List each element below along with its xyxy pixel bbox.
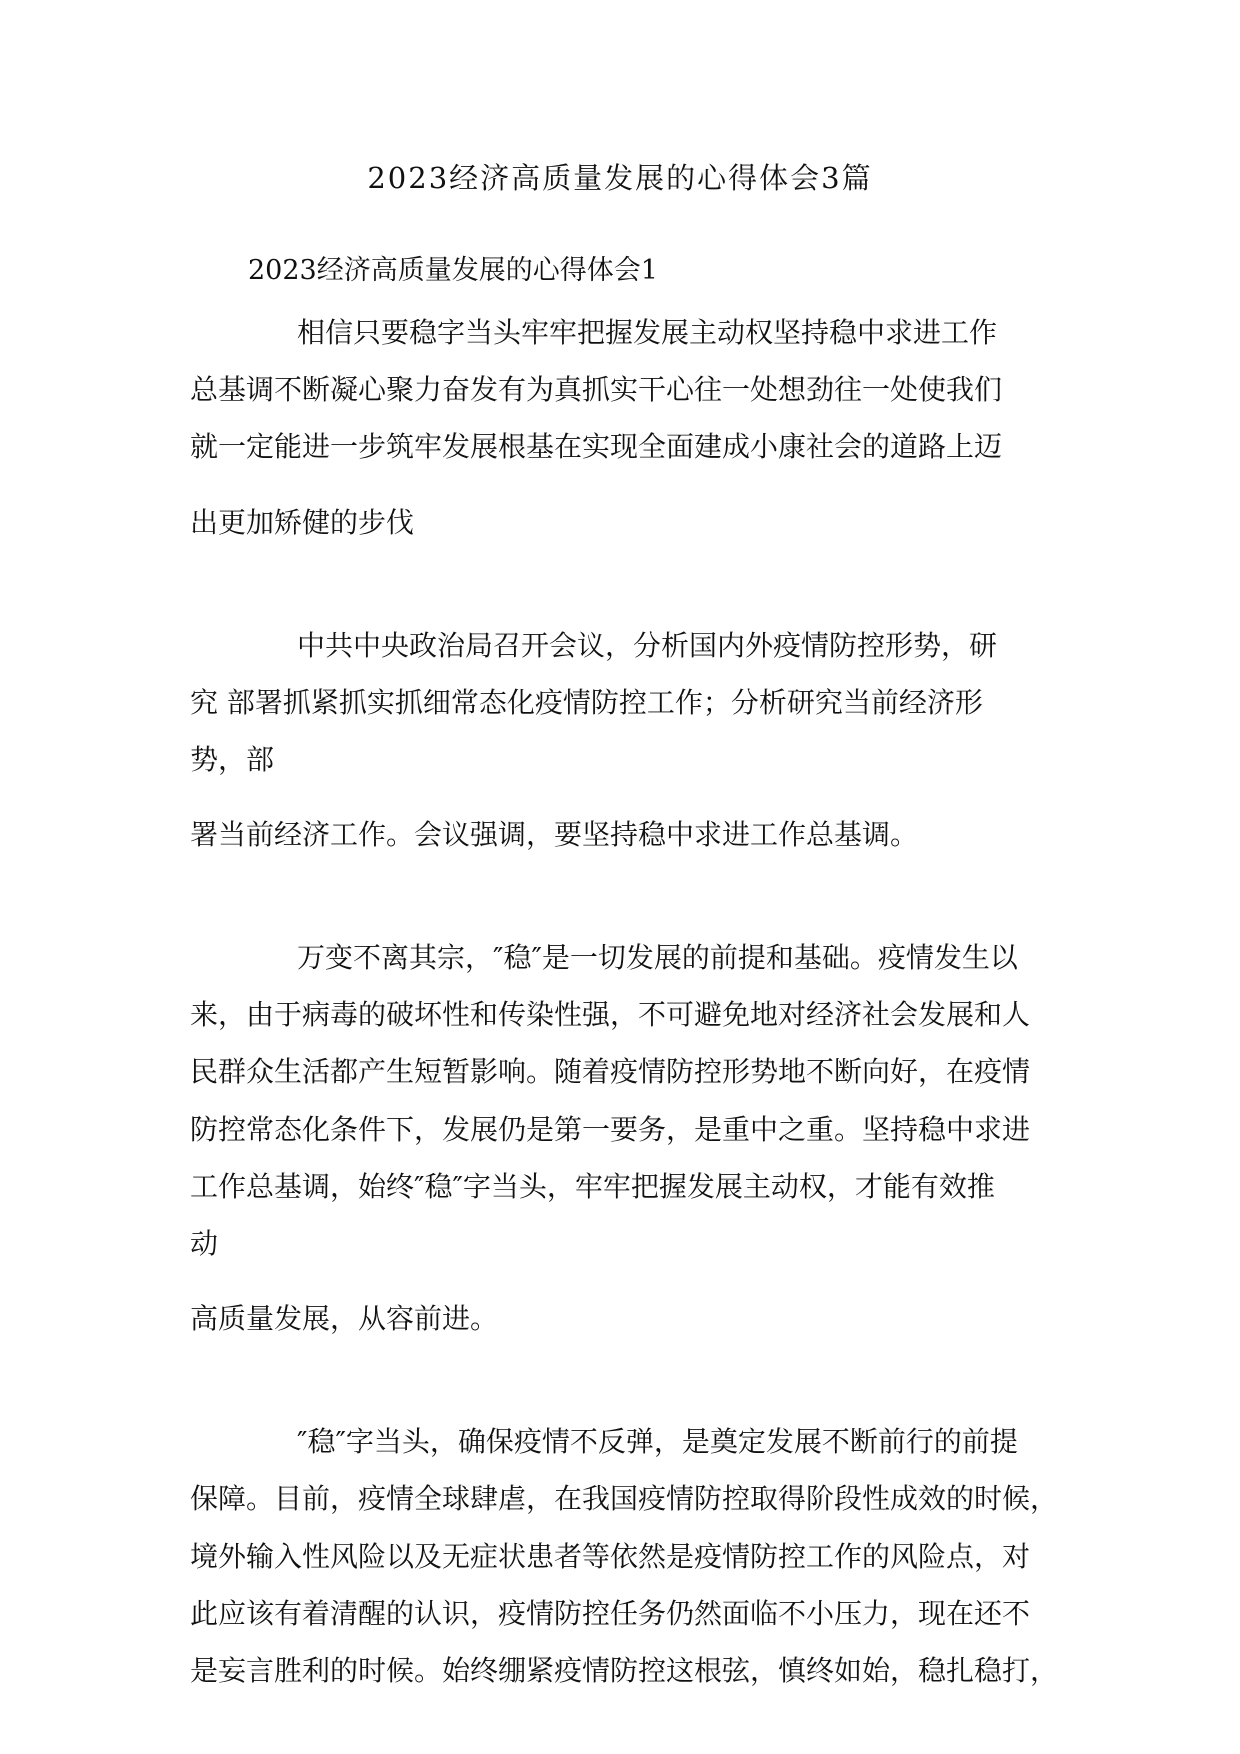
paragraph-line: 就一定能进一步筑牢发展根基在实现全面建成小康社会的道路上迈 [190, 430, 1003, 463]
paragraph-line: 万变不离其宗，″稳″是一切发展的前提和基础。疫情发生以 [297, 941, 1018, 974]
paragraph-line: 出更加矫健的步伐 [190, 506, 415, 539]
paragraph-line: 究 部署抓紧抓实抓细常态化疫情防控工作；分析研究当前经济形 [190, 686, 983, 719]
paragraph-line: 相信只要稳字当头牢牢把握发展主动权坚持稳中求进工作 [297, 316, 998, 349]
paragraph-line: 势，部 [190, 743, 275, 776]
paragraph-line: 保障。目前，疫情全球肆虐，在我国疫情防控取得阶段性成效的时候， [190, 1482, 1059, 1515]
section-heading: 2023经济高质量发展的心得体会1 [248, 255, 658, 286]
paragraph-line: 动 [190, 1227, 219, 1260]
paragraph-line: 此应该有着清醒的认识，疫情防控任务仍然面临不小压力，现在还不 [190, 1597, 1031, 1630]
paragraph-line: 署当前经济工作。会议强调，要坚持稳中求进工作总基调。 [190, 818, 919, 851]
paragraph-line: 高质量发展，从容前进。 [190, 1302, 499, 1335]
paragraph-line: 民群众生活都产生短暂影响。随着疫情防控形势地不断向好，在疫情 [190, 1055, 1031, 1088]
paragraph-line: ″稳″字当头，确保疫情不反弹，是奠定发展不断前行的前提 [297, 1425, 1018, 1458]
paragraph-line: 工作总基调，始终″稳″字当头，牢牢把握发展主动权，才能有效推 [190, 1170, 995, 1203]
paragraph-line: 境外输入性风险以及无症状患者等依然是疫情防控工作的风险点，对 [190, 1540, 1031, 1573]
paragraph-line: 来，由于病毒的破坏性和传染性强，不可避免地对经济社会发展和人 [190, 998, 1031, 1031]
paragraph-line: 是妄言胜利的时候。始终绷紧疫情防控这根弦，慎终如始，稳扎稳打， [190, 1654, 1059, 1687]
paragraph-line: 中共中央政治局召开会议，分析国内外疫情防控形势，研 [297, 629, 998, 662]
paragraph-line: 防控常态化条件下，发展仍是第一要务，是重中之重。坚持稳中求进 [190, 1113, 1031, 1146]
document-title: 2023经济高质量发展的心得体会3篇 [367, 161, 873, 195]
paragraph-line: 总基调不断凝心聚力奋发有为真抓实干心往一处想劲往一处使我们 [190, 373, 1003, 406]
